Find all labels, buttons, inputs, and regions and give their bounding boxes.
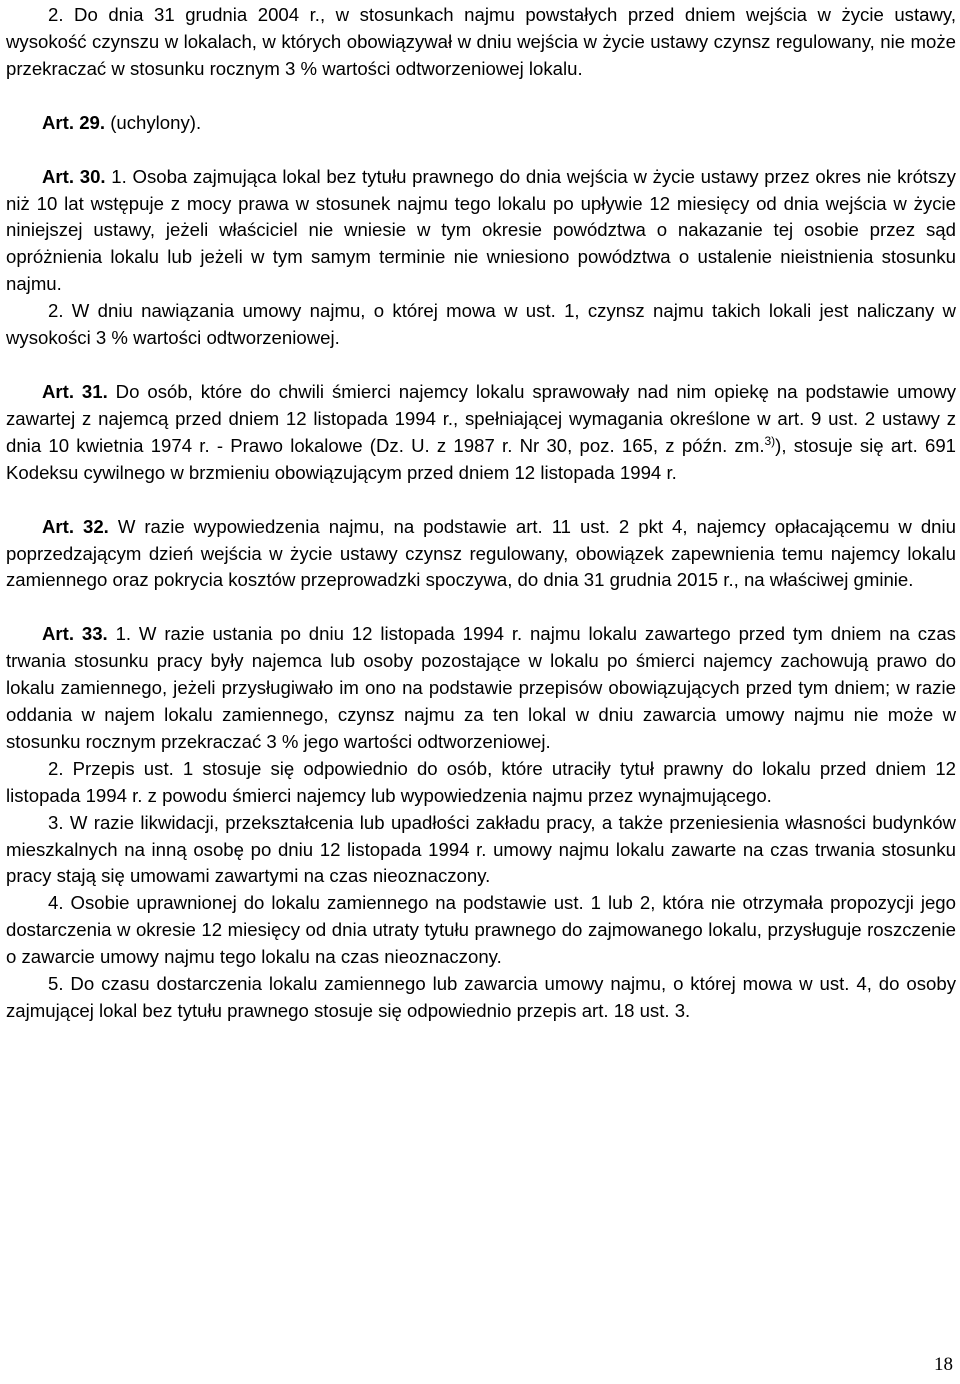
article-29-heading: Art. 29. (42, 111, 106, 133)
article-33-paragraph-2: 2. Przepis ust. 1 stosuje się odpowiednio do osób, które utraciły tytuł prawny do lokalu przed dniem 12 listopada 1994 r. z powodu śmierci najemcy lub wypowiedzenia najmu przez wynajmującego. (6, 757, 956, 806)
article-31-text: Do osób, które do chwili śmierci najemcy lokalu sprawowały nad nim opiekę na podstawie umowy zawartej z najemcą przed dniem 12 listopada 1994 r., spełniającej wymagania określone w art. 9 ust. 2 ustawy z dnia 10 kwietnia 1974 r. - Prawo lokalowe (Dz. U. z 1987 r. Nr 30, poz. 165, z późn. zm. (6, 380, 956, 456)
article-33-paragraph-3: 3. W razie likwidacji, przekształcenia lub upadłości zakładu pracy, a także przeniesienia własności budynków mieszkalnych na inną osobę po dniu 12 listopada 1994 r. umowy najmu lokalu zawarte na czas trwania stosunku pracy stają się umowami zawartymi na czas nieoznaczony. (6, 811, 956, 887)
article-33-paragraph-5: 5. Do czasu dostarczenia lokalu zamiennego lub zawarcia umowy najmu, o której mowa w ust. 4, do osoby zajmującej lokal bez tytułu prawnego stosuje się odpowiednio przepis art. 18 ust. 3. (6, 973, 956, 1021)
article-33-paragraph-1 (6, 621, 956, 756)
article-29-text: (uchylony). (105, 111, 202, 133)
article-33-text: 1. W razie ustania po dniu 12 listopada 1994 r. najmu lokalu zawartego przed tym dniem na czas trwania stosunku pracy były najemca lub osoby pozostające w lokalu po śmierci najemcy zachowują prawo do lokalu zamiennego, jeżeli przysługiwało im ono na podstawie przepisów obowiązujących przed tym dniem; w razie oddania w najem lokalu zamiennego, czynsz najmu za ten lokal w dniu zawarcia umowy najmu nie może w stosunku rocznym przekraczać 3 % jego wartości odtworzeniowej. (6, 623, 956, 752)
article-32-text: W razie wypowiedzenia najmu, na podstawie art. 11 ust. 2 pkt 4, najemcy opłacającemu w dniu poprzedzającym dzień wejścia w życie ustawy czynsz regulowany, obowiązek zapewnienia temu najemcy lokalu zamiennego oraz pokrycia kosztów przeprowadzki spoczywa, do dnia 31 grudnia 2015 r., na właściwej gminie. (6, 515, 956, 591)
article-31 (6, 379, 956, 487)
article-32 (6, 514, 956, 595)
article-30-heading: Art. 30. (42, 165, 106, 187)
article-33-heading: Art. 33. (42, 623, 108, 645)
article-28-paragraph-2: 2. Do dnia 31 grudnia 2004 r., w stosunkach najmu powstałych przed dniem wejścia w życie ustawy, wysokość czynszu w lokalach, w których obowiązywał w dniu wejścia w życie ustawy czynsz regulowany, nie może przekraczać w stosunku rocznym 3 % wartości odtworzeniowej lokalu. (6, 4, 956, 79)
article-30-paragraph-1 (6, 164, 956, 299)
article-32-heading: Art. 32. (42, 515, 109, 537)
footnote-reference: 3) (764, 433, 776, 448)
article-29 (6, 110, 956, 137)
article-31-text-continued: ), stosuje się art. 691 Kodeksu cywilnego w brzmieniu obowiązującym przed dniem 12 listopada 1994 r. (6, 434, 956, 483)
article-30-text: 1. Osoba zajmująca lokal bez tytułu prawnego do dnia wejścia w życie ustawy przez okres nie krótszy niż 10 lat wstępuje z mocy prawa w stosunek najmu tego lokalu po upływie 12 miesięcy od dnia wejścia w życie niniejszej ustawy, jeżeli właściciel nie wniesie w tym okresie powództwa o nakazanie tej osobie przez sąd opróżnienia lokalu lub jeżeli w tym samym terminie nie wniesiono powództwa o ustalenie nieistnienia stosunku najmu. (6, 165, 956, 295)
article-33-paragraph-4: 4. Osobie uprawnionej do lokalu zamiennego na podstawie ust. 1 lub 2, która nie otrzymała propozycji jego dostarczenia w okresie 12 miesięcy od dnia utraty tytułu prawnego do zajmowanego lokalu, przysługuje roszczenie o zawarcie umowy najmu tego lokalu na czas nieoznaczony. (6, 892, 956, 968)
article-30-paragraph-2: 2. W dniu nawiązania umowy najmu, o której mowa w ust. 1, czynsz najmu takich lokali jest naliczany w wysokości 3 % wartości odtworzeniowej. (6, 300, 956, 349)
document-page (6, 2, 956, 1025)
page-number: 18 (934, 1354, 953, 1375)
article-31-heading: Art. 31. (42, 380, 108, 402)
